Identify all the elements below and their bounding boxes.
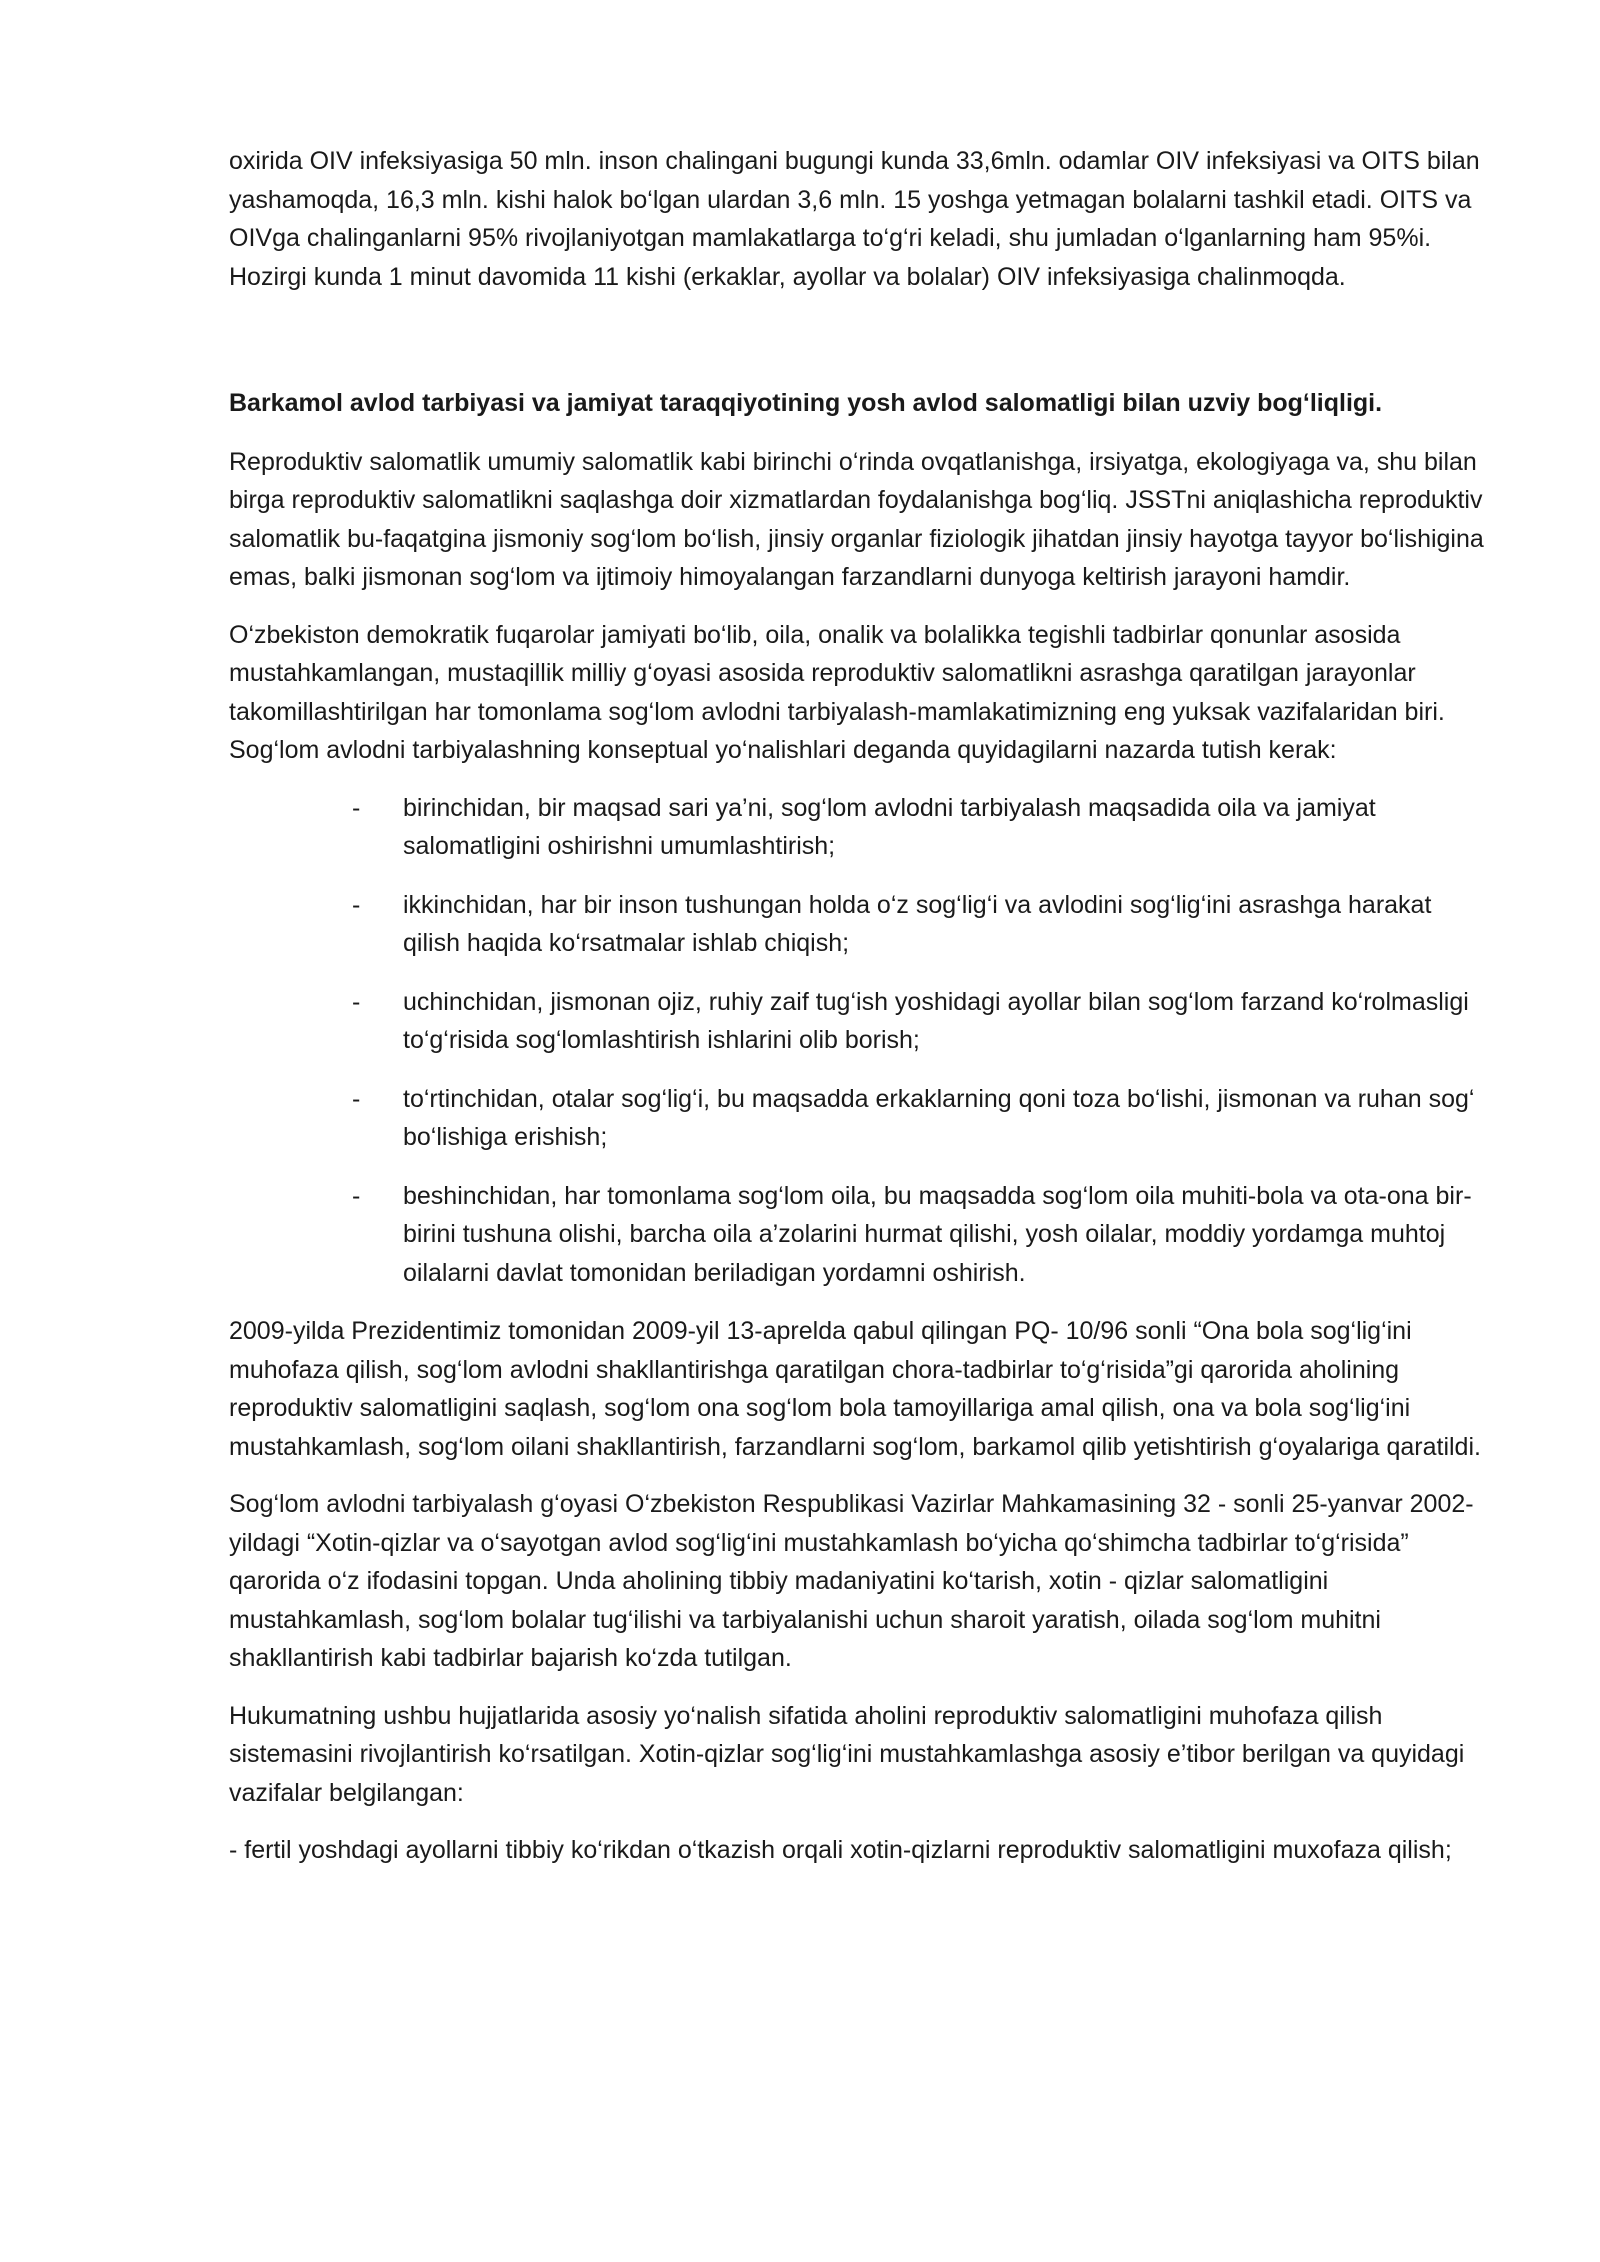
list-item-text: beshinchidan, har tomonlama sog‘lom oila, bu maqsadda sog‘lom oila muhiti-bola va ota-ona bir-birini tushuna olishi, barcha oila a’zolarini hurmat qilishi, yosh oilalar, moddiy yordamga muhtoj oilalarni davlat tomonidan beriladigan yordamni oshirish.	[403, 1181, 1472, 1287]
list-item-text: uchinchidan, jismonan ojiz, ruhiy zaif tug‘ish yoshidagi ayollar bilan sog‘lom farzand ko‘rolmasligi to‘g‘risida sog‘lomlashtirish ishlarini olib borish;	[403, 987, 1469, 1054]
paragraph-government-documents: Hukumatning ushbu hujjatlarida asosiy yo‘nalish sifatida aholini reproduktiv salomatligini muhofaza qilish sistemasini rivojlantirish ko‘rsatilgan. Xotin-qizlar sog‘lig‘ini mustahkamlashga asosiy e’tibor berilgan va quyidagi vazifalar belgilangan:	[229, 1701, 1465, 1807]
bullet-dash: -	[352, 1181, 361, 1210]
list-item-text: birinchidan, bir maqsad sari ya’ni, sog‘lom avlodni tarbiyalash maqsadida oila va jamiyat salomatligini oshirishni umumlashtirish;	[403, 793, 1376, 860]
paragraph-uzbekistan-society: O‘zbekiston demokratik fuqarolar jamiyati bo‘lib, oila, onalik va bolalikka tegishli tadbirlar qonunlar asosida mustahkamlangan, mustaqillik milliy g‘oyasi asosida reproduktiv salomatlikni asrashga qaratilgan jarayonlar takomillashtirilgan har tomonlama sog‘lom avlodni tarbiyalash-mamlakatimizning eng yuksak vazifalaridan biri. Sog‘lom avlodni tarbiyalashning konseptual yo‘nalishlari deganda quyidagilarni nazarda tutish kerak:	[229, 620, 1445, 764]
document-body	[229, 142, 1486, 1870]
list-item	[229, 886, 1486, 963]
bullet-list	[229, 789, 1486, 1293]
paragraph-presidential-decree: 2009-yilda Prezidentimiz tomonidan 2009-yil 13-aprelda qabul qilingan PQ- 10/96 sonli “Ona bola sog‘lig‘ini muhofaza qilish, sog‘lom avlodni shakllantirishga qaratilgan chora-tadbirlar to‘g‘risida”gi qarorida aholining reproduktiv salomatligini saqlash, sog‘lom ona sog‘lom bola tamoyillariga amal qilish, ona va bola sog‘lig‘ini mustahkamlash, sog‘lom oilani shakllantirish, farzandlarni sog‘lom, barkamol qilib yetishtirish g‘oyalariga qaratildi.	[229, 1317, 1481, 1461]
bullet-dash: -	[352, 793, 361, 822]
intro-paragraph: oxirida OIV infeksiyasiga 50 mln. inson chalingani bugungi kunda 33,6mln. odamlar OIV infeksiyasi va OITS bilan yashamoqda, 16,3 mln. kishi halok bo‘lgan ulardan 3,6 mln. 15 yoshga yetmagan bolalarni tashkil etadi. OITS va OIVga chalinganlarni 95% rivojlaniyotgan mamlakatlarga to‘g‘ri keladi, shu jumladan o‘lganlarning ham 95%i. Hozirgi kunda 1 minut davomida 11 kishi (erkaklar, ayollar va bolalar) OIV infeksiyasiga chalinmoqda.	[229, 147, 1480, 291]
list-item	[229, 1177, 1486, 1293]
section-heading: Barkamol avlod tarbiyasi va jamiyat taraqqiyotining yosh avlod salomatligi bilan uzviy bog‘liqligi.	[229, 389, 1383, 417]
list-item	[229, 983, 1486, 1060]
bullet-dash: -	[352, 1084, 361, 1113]
list-item-text: ikkinchidan, har bir inson tushungan holda o‘z sog‘lig‘i va avlodini sog‘lig‘ini asrashga harakat qilish haqida ko‘rsatmalar ishlab chiqish;	[403, 890, 1432, 957]
list-item	[229, 789, 1486, 866]
bullet-dash: -	[352, 890, 361, 919]
bullet-dash: -	[352, 987, 361, 1016]
paragraph-fertile-age-checkups: - fertil yoshdagi ayollarni tibbiy ko‘rikdan o‘tkazish orqali xotin-qizlarni reproduktiv salomatligini muxofaza qilish;	[229, 1836, 1452, 1864]
list-item	[229, 1080, 1486, 1157]
list-item-text: to‘rtinchidan, otalar sog‘lig‘i, bu maqsadda erkaklarning qoni toza bo‘lishi, jismonan va ruhan sog‘ bo‘lishiga erishish;	[403, 1084, 1475, 1151]
paragraph-cabinet-resolution: Sog‘lom avlodni tarbiyalash g‘oyasi O‘zbekiston Respublikasi Vazirlar Mahkamasining 32 - sonli 25-yanvar 2002-yildagi “Xotin-qizlar va o‘sayotgan avlod sog‘lig‘ini mustahkamlash bo‘yicha qo‘shimcha tadbirlar to‘g‘risida” qarorida o‘z ifodasini topgan. Unda aholining tibbiy madaniyatini ko‘tarish, xotin - qizlar salomatligini mustahkamlash, sog‘lom bolalar tug‘ilishi va tarbiyalanishi uchun sharoit yaratish, oilada sog‘lom muhitni shakllantirish kabi tadbirlar bajarish ko‘zda tutilgan.	[229, 1490, 1474, 1672]
paragraph-reproductive-health: Reproduktiv salomatlik umumiy salomatlik kabi birinchi o‘rinda ovqatlanishga, irsiyatga, ekologiyaga va, shu bilan birga reproduktiv salomatlikni saqlashga doir xizmatlardan foydalanishga bog‘liq. JSSTni aniqlashicha reproduktiv salomatlik bu-faqatgina jismoniy sog‘lom bo‘lish, jinsiy organlar fiziologik jihatdan jinsiy hayotga tayyor bo‘lishigina emas, balki jismonan sog‘lom va ijtimoiy himoyalangan farzandlarni dunyoga keltirish jarayoni hamdir.	[229, 447, 1484, 591]
